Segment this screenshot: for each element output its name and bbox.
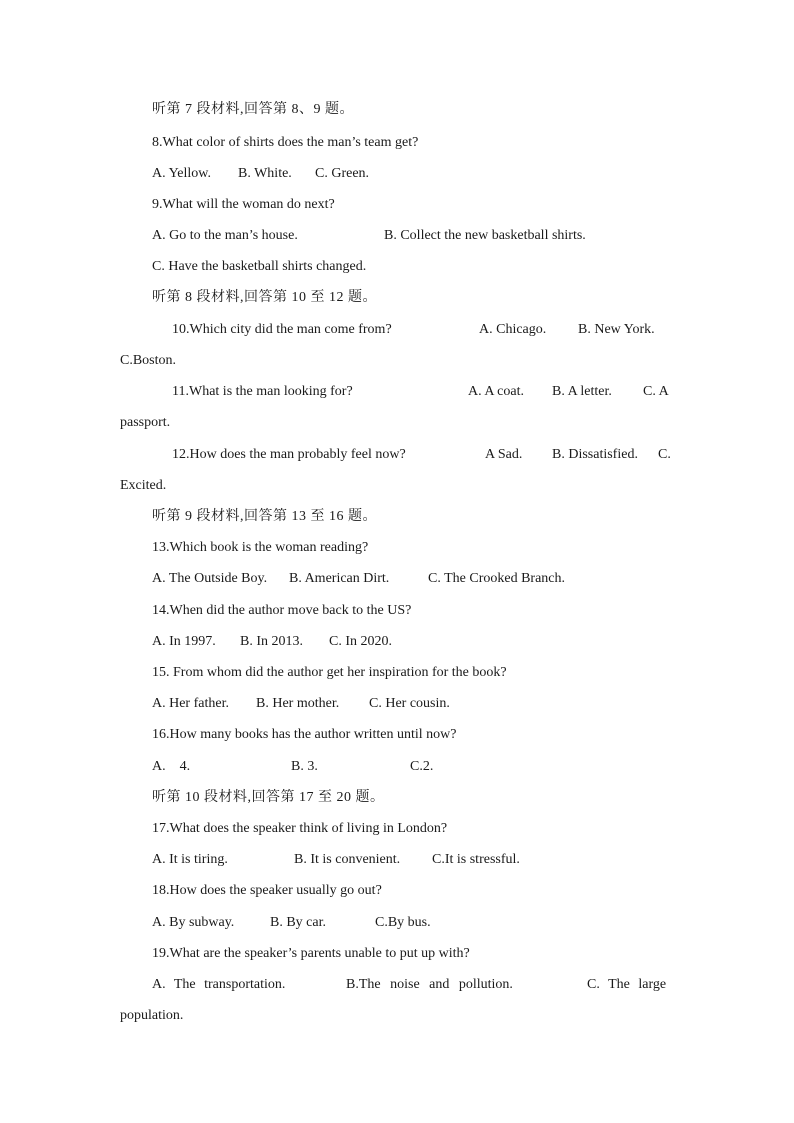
option-a: A. Yellow.: [152, 166, 211, 181]
question-13: 13.Which book is the woman reading?: [152, 540, 369, 555]
options-10-c: [0, 351, 794, 371]
option-a: A. It is tiring.: [152, 852, 228, 867]
option-c: C.2.: [410, 759, 434, 774]
option-a: A. The Outside Boy.: [152, 571, 268, 586]
section-heading-10: 听第 10 段材料,回答第 17 至 20 题。: [152, 790, 385, 805]
question-9: 9.What will the woman do next?: [152, 197, 335, 212]
option-b: B. White.: [238, 166, 292, 181]
options-16: [0, 757, 794, 777]
options-9-c: [0, 257, 794, 277]
option-c: C. In 2020.: [329, 634, 392, 649]
option-c: C. Have the basketball shirts changed.: [152, 259, 367, 274]
section-heading-8: 听第 8 段材料,回答第 10 至 12 题。: [152, 290, 377, 305]
option-b: B. American Dirt.: [289, 571, 390, 586]
question-15: 15. From whom did the author get her inspiration for the book?: [152, 665, 507, 680]
options-14: [0, 632, 794, 652]
option-a: A. Chicago.: [479, 322, 547, 337]
option-b: B. By car.: [270, 915, 326, 930]
options-18: [0, 913, 794, 933]
option-c: C. The Crooked Branch.: [428, 571, 565, 586]
options-19-c-cont: population.: [120, 1008, 184, 1023]
option-a: A. Go to the man’s house.: [152, 228, 298, 243]
option-a: A. By subway.: [152, 915, 235, 930]
option-b: B. Collect the new basketball shirts.: [384, 228, 586, 243]
option-a: A Sad.: [485, 447, 523, 462]
options-11-c-cont: passport.: [120, 415, 171, 430]
option-a: A. Her father.: [152, 696, 229, 711]
question-11: 11.What is the man looking for? A. A coat. B. A letter. C. A: [0, 382, 794, 402]
question-18: 18.How does the speaker usually go out?: [152, 883, 382, 898]
option-c: C. The large: [587, 977, 667, 992]
options-17: [0, 850, 794, 870]
question-10: 10.Which city did the man come from? A. Chicago. B. New York.: [0, 320, 794, 340]
options-13: [0, 569, 794, 589]
option-b: B. Her mother.: [256, 696, 340, 711]
option-a: A. In 1997.: [152, 634, 216, 649]
option-c: C.It is stressful.: [432, 852, 520, 867]
question-8: 8.What color of shirts does the man’s team get?: [152, 135, 419, 150]
section-heading-9: 听第 9 段材料,回答第 13 至 16 题。: [152, 509, 377, 524]
options-9: [0, 226, 794, 246]
option-b: B. Dissatisfied.: [552, 447, 638, 462]
option-c: C.Boston.: [120, 353, 177, 368]
question-17: 17.What does the speaker think of living in London?: [152, 821, 448, 836]
option-c: C. A: [643, 384, 669, 399]
options-12-c-cont: Excited.: [120, 478, 167, 493]
option-a: A. The transportation.: [152, 977, 286, 992]
question-12: 12.How does the man probably feel now? A Sad. B. Dissatisfied. C.: [0, 445, 794, 465]
option-a: A. 4.: [152, 759, 191, 774]
section-heading-7: 听第 7 段材料,回答第 8、9 题。: [152, 102, 354, 117]
question-16: 16.How many books has the author written until now?: [152, 727, 457, 742]
option-b: B.The noise and pollution.: [346, 977, 513, 992]
option-c: C. Green.: [315, 166, 370, 181]
option-a: A. A coat.: [468, 384, 524, 399]
option-b: B. It is convenient.: [294, 852, 401, 867]
option-c: C. Her cousin.: [369, 696, 450, 711]
options-15: [0, 694, 794, 714]
option-c: C.: [658, 447, 671, 462]
option-b: B. In 2013.: [240, 634, 303, 649]
option-c: C.By bus.: [375, 915, 431, 930]
question-14: 14.When did the author move back to the US?: [152, 603, 412, 618]
options-8: [0, 164, 794, 184]
question-19: 19.What are the speaker’s parents unable to put up with?: [152, 946, 470, 961]
option-b: B. 3.: [291, 759, 318, 774]
options-19: [0, 975, 794, 995]
option-b: B. A letter.: [552, 384, 612, 399]
option-b: B. New York.: [578, 322, 655, 337]
